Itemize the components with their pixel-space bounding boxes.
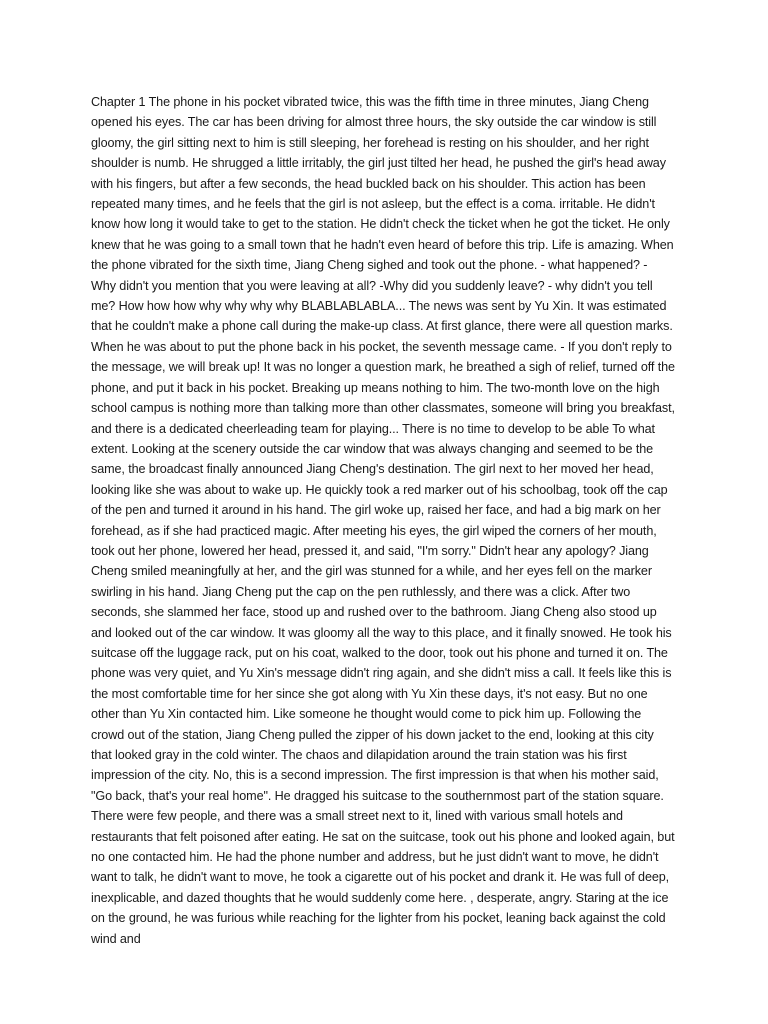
chapter-body-text: Chapter 1 The phone in his pocket vibrated twice, this was the fifth time in three minutes, Jiang Cheng opened his eyes. The car has been driving for almost three hours, the sky outside the car window is still gloomy, the girl sitting next to him is still sleeping, her forehead is resting on his shoulder, and her right shoulder is numb. He shrugged a little irritably, the girl just tilted her head, he pushed the girl's head away with his fingers, but after a few seconds, the head buckled back on his shoulder. This action has been repeated many times, and he feels that the girl is not asleep, but the effect is a coma. irritable. He didn't know how long it would take to get to the station. He didn't check the ticket when he got the ticket. He only knew that he was going to a small town that he hadn't even heard of before this trip. Life is amazing. When the phone vibrated for the sixth time, Jiang Cheng sighed and took out the phone. - what happened? - Why didn't you mention that you were leaving at all? -Why did you suddenly leave? - why didn't you tell me? How how how why why why why BLABLABLABLA... The news was sent by Yu Xin. It was estimated that he couldn't make a phone call during the make-up class. At first glance, there were all question marks. When he was about to put the phone back in his pocket, the seventh message came. - If you don't reply to the message, we will break up! It was no longer a question mark, he breathed a sigh of relief, turned off the phone, and put it back in his pocket. Breaking up means nothing to him. The two-month love on the high school campus is nothing more than talking more than other classmates, someone will bring you breakfast, and there is a dedicated cheerleading team for playing... There is no time to develop to be able To what extent. Looking at the scenery outside the car window that was always changing and seemed to be the same, the broadcast finally announced Jiang Cheng's destination. The girl next to her moved her head, looking like she was about to wake up. He quickly took a red marker out of his schoolbag, took off the cap of the pen and turned it around in his hand. The girl woke up, raised her face, and had a big mark on her forehead, as if she had practiced magic. After meeting his eyes, the girl wiped the corners of her mouth, took out her phone, lowered her head, pressed it, and said, "I'm sorry." Didn't hear any apology? Jiang Cheng smiled meaningfully at her, and the girl was stunned for a while, and her eyes fell on the marker swirling in his hand. Jiang Cheng put the cap on the pen ruthlessly, and there was a click. After two seconds, she slammed her face, stood up and rushed over to the bathroom. Jiang Cheng also stood up and looked out of the car window. It was gloomy all the way to this place, and it finally snowed. He took his suitcase off the luggage rack, put on his coat, walked to the door, took out his phone and turned it on. The phone was very quiet, and Yu Xin's message didn't ring again, and she didn't miss a call. It feels like this is the most comfortable time for her since she got along with Yu Xin these days, it's not easy. But no one other than Yu Xin contacted him. Like someone he thought would come to pick him up. Following the crowd out of the station, Jiang Cheng pulled the zipper of his down jacket to the end, looking at this city that looked gray in the cold winter. The chaos and dilapidation around the train station was his first impression of the city. No, this is a second impression. The first impression is that when his mother said, "Go back, that's your real home". He dragged his suitcase to the southernmost part of the station square. There were few people, and there was a small street next to it, lined with various small hotels and restaurants that felt poisoned after eating. He sat on the suitcase, took out his phone and looked again, but no one contacted him. He had the phone number and address, but he just didn't want to move, he didn't want to talk, he didn't want to move, he took a cigarette out of his pocket and drank it. He was full of deep, inexplicable, and dazed thoughts that he would suddenly come here. , desperate, angry. Staring at the ice on the ground, he was furious while reaching for the lighter from his pocket, leaning back against the cold wind and bbox=[91, 95, 675, 946]
